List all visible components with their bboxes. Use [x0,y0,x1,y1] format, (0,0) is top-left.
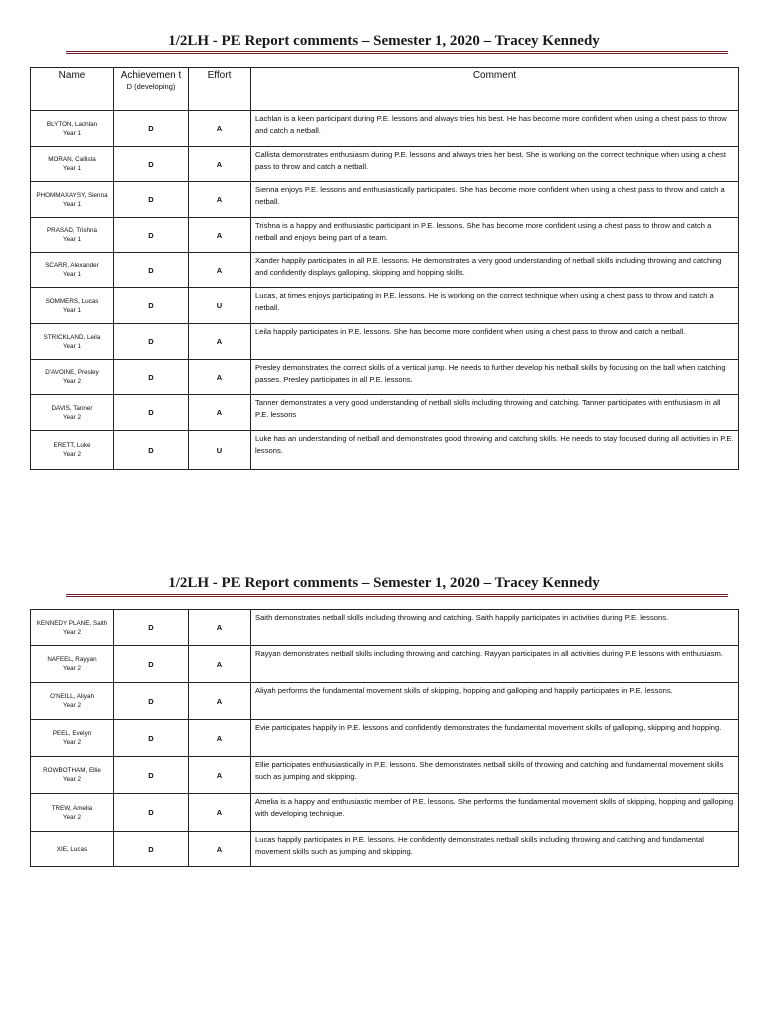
achievement-cell: D [114,646,189,683]
effort-cell: U [189,431,251,470]
achievement-cell: D [114,111,189,147]
achievement-cell: D [114,324,189,360]
student-name-cell [31,218,114,253]
header-name: Name [31,68,114,111]
comment-cell: Evie participates happily in P.E. lessons and confidently demonstrates the fundamental movement skills of galloping, skipping and hopping. [251,720,739,757]
comment-cell: Lucas, at times enjoys participating in P.E. lessons. He is working on the correct technique when using a chest pass to throw and catch a netball. [251,288,739,324]
student-year: Year 1 [63,165,81,172]
comment-cell: Presley demonstrates the correct skills of a vertical jump. He needs to further develop his netball skills by focusing on the ball when catching passes. Presley participates in all P.E. lessons. [251,360,739,395]
comment-cell: Rayyan demonstrates netball skills including throwing and catching. Rayyan participates in all activities during P.E lessons with enthusiasm. [251,646,739,683]
comment-cell: Tanner demonstrates a very good understanding of netball skills including throwing and catching. Tanner participates with enthusiasm in all P.E. lessons [251,395,739,431]
effort-cell: A [189,646,251,683]
comment-cell: Xander happily participates in all P.E. lessons. He demonstrates a very good understanding of netball skills including throwing and catching and confidently displays galloping, skipping and hopping skills. [251,253,739,288]
effort-cell: A [189,832,251,867]
achievement-cell: D [114,431,189,470]
table-row [31,395,739,431]
student-name: BLYTON, Lachlan [46,120,98,128]
comment-cell: Luke has an understanding of netball and demonstrates good throwing and catching skills. He needs to stay focused during all activities in P.E. lessons. [251,431,739,470]
student-name-cell [31,794,114,832]
student-name-cell [31,111,114,147]
effort-cell: A [189,218,251,253]
student-name: XIE, Lucas [56,845,88,853]
achievement-cell: D [114,610,189,646]
effort-cell: A [189,182,251,218]
student-name-cell [31,253,114,288]
student-name-cell [31,395,114,431]
comment-cell: Ellie participates enthusiastically in P.E. lessons. She demonstrates netball skills of throwing and catching and fundamental movement skills such as jumping and skipping. [251,757,739,794]
student-name: SCARR, Alexander [45,262,99,269]
student-name-cell [31,720,114,757]
table-row [31,288,739,324]
student-year: Year 1 [63,306,81,314]
header-comment: Comment [251,68,739,111]
table-row [31,832,739,867]
table-row [31,111,739,147]
student-year: Year 1 [63,271,81,278]
student-year: Year 1 [63,129,81,137]
student-name: D'AVOINE, Presley [45,369,99,376]
effort-cell: A [189,253,251,288]
page-title: 1/2LH - PE Report comments – Semester 1, 2020 – Tracey Kennedy [168,33,600,49]
student-name: PEEL, Evelyn [52,730,92,737]
achievement-cell: D [114,253,189,288]
table-row [31,431,739,470]
table-row [31,182,739,218]
student-year: Year 2 [63,702,81,709]
table-row [31,757,739,794]
student-name: STRICKLAND, Leila [43,333,101,341]
student-name: ROWBOTHAM, Ellie [43,767,101,774]
effort-cell: A [189,610,251,646]
student-year: Year 1 [63,236,81,243]
student-year: Year 2 [63,776,81,783]
effort-cell: A [189,794,251,832]
achievement-cell: D [114,794,189,832]
student-name-cell [31,683,114,720]
student-name-cell [31,431,114,470]
table-row [31,218,739,253]
achievement-cell: D [114,288,189,324]
student-year: Year 1 [63,342,81,350]
student-name: O'NEILL, Aliyah [50,693,94,700]
table-row [31,794,739,832]
page-title-2: 1/2LH - PE Report comments – Semester 1, 2020 – Tracey Kennedy [168,575,600,591]
achievement-cell: D [114,360,189,395]
header-achievement-label: Achievemen t [120,70,182,81]
student-name-cell [31,757,114,794]
table-row [31,147,739,182]
table-row [31,360,739,395]
student-name: NAFEEL, Rayyan [47,656,97,663]
student-name: TREW, Amelia [51,804,93,812]
table-body-2 [31,610,739,867]
achievement-cell: D [114,720,189,757]
student-name-cell [31,288,114,324]
student-year: Year 2 [63,628,81,636]
effort-cell: A [189,683,251,720]
student-name-cell [31,324,114,360]
achievement-cell: D [114,218,189,253]
table-header-row [31,68,739,111]
comment-cell: Amelia is a happy and enthusiastic member of P.E. lessons. She performs the fundamental movement skills of skipping, hopping and galloping with developing technique. [251,794,739,832]
effort-cell: A [189,757,251,794]
achievement-cell: D [114,182,189,218]
student-year: Year 2 [63,665,81,672]
report-table-2 [30,609,739,867]
table-row [31,646,739,683]
achievement-cell: D [114,832,189,867]
effort-cell: A [189,111,251,147]
student-name: MORAN, Callista [48,156,96,163]
header-achievement-sub: D (developing) [126,82,176,91]
student-name-cell [31,182,114,218]
comment-cell: Leila happily participates in P.E. lessons. She has become more confident when using a chest pass to throw and catch a netball. [251,324,739,360]
student-name-cell [31,646,114,683]
effort-cell: A [189,395,251,431]
student-name: SOMMERS, Lucas [45,297,99,305]
achievement-cell: D [114,683,189,720]
header-achievement [114,68,189,111]
student-year: Year 2 [63,378,81,385]
comment-cell: Saith demonstrates netball skills including throwing and catching. Saith happily participates in activities during P.E. lessons. [251,610,739,646]
achievement-cell: D [114,395,189,431]
student-name-cell [31,147,114,182]
comment-cell: Lucas happily participates in P.E. lessons. He confidently demonstrates netball skills including throwing and catching and fundamental movement skills such as jumping and skipping. [251,832,739,867]
achievement-cell: D [114,147,189,182]
header-effort: Effort [189,68,251,111]
comment-cell: Aliyah performs the fundamental movement skills of skipping, hopping and galloping and happily participates in P.E. lessons. [251,683,739,720]
table-row [31,720,739,757]
student-name-cell [31,610,114,646]
title-rule-2 [66,594,728,597]
student-name-cell [31,360,114,395]
student-year: Year 2 [63,813,81,821]
effort-cell: U [189,288,251,324]
effort-cell: A [189,324,251,360]
student-year: Year 2 [63,413,81,421]
comment-cell: Lachlan is a keen participant during P.E. lessons and always tries his best. He has become more confident when using a chest pass to throw and catch a netball. [251,111,739,147]
student-year: Year 2 [63,739,81,746]
student-name: PHOMMAXAYSY, Sienna [36,191,108,199]
comment-cell: Callista demonstrates enthusiasm during P.E. lessons and always tries her best. She is working on the correct technique when using a chest pass to throw and catch a netball. [251,147,739,182]
comment-cell: Sienna enjoys P.E. lessons and enthusiastically participates. She has become more confident when using a chest pass to throw and catch a netball. [251,182,739,218]
table-row [31,683,739,720]
effort-cell: A [189,360,251,395]
comment-cell: Trishna is a happy and enthusiastic participant in P.E. lessons. She has become more confident using a chest pass to throw and catch a netball and enjoys being part of a team. [251,218,739,253]
student-year: Year 1 [63,200,81,208]
table-row [31,610,739,646]
student-name: ERETT, Luke [53,442,91,449]
report-table-1 [30,67,739,470]
student-name: PRASAD, Trishna [46,227,98,234]
effort-cell: A [189,720,251,757]
table-body-1 [31,111,739,470]
student-name: DAVIS, Tanner [51,404,93,412]
student-name: KENNEDY PLANE, Saith [36,619,108,627]
title-rule [66,51,728,54]
student-name-cell [31,832,114,867]
effort-cell: A [189,147,251,182]
achievement-cell: D [114,757,189,794]
table-row [31,253,739,288]
table-row [31,324,739,360]
student-year: Year 2 [63,451,81,458]
